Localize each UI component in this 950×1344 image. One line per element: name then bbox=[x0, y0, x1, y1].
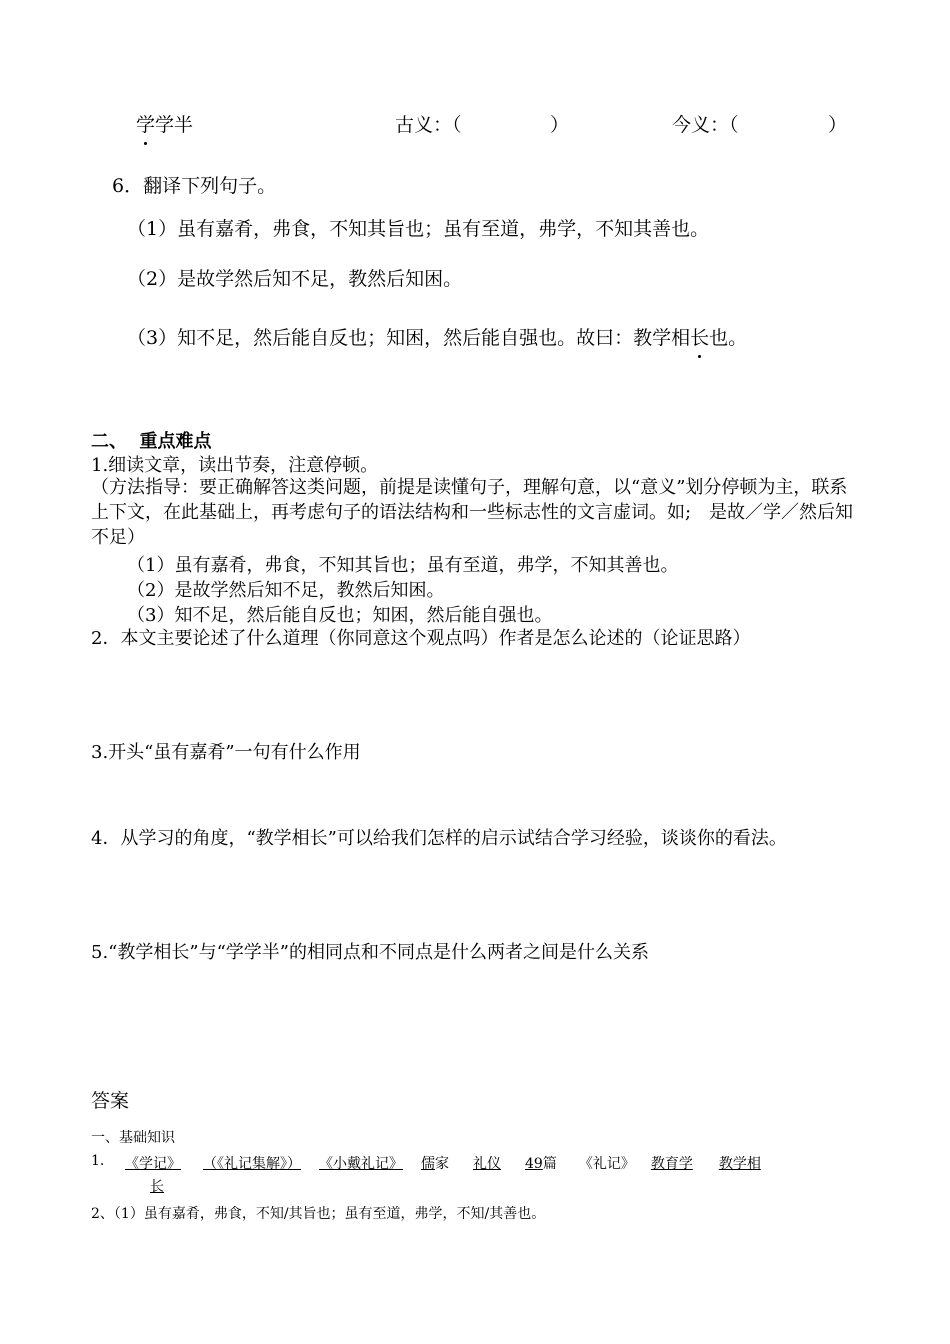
answer-item: 礼仪 bbox=[473, 1156, 501, 1172]
q6-s3-text: （3）知不足，然后能自反也；知困，然后能自强也。故曰：教学相 bbox=[127, 327, 691, 349]
q6-sentence-2: （2）是故学然后知不足，教然后知困。 bbox=[127, 268, 463, 290]
answer-item: 《学记》 bbox=[125, 1156, 181, 1172]
answer-1-line bbox=[125, 1153, 761, 1173]
answer-item: 教学相 bbox=[718, 1156, 761, 1172]
q6-sentence-3 bbox=[127, 323, 747, 350]
q3: 3.开头“虽有嘉肴”一句有什么作用 bbox=[91, 742, 361, 763]
q1-title: 1.细读文章，读出节奏，注意停顿。 bbox=[91, 455, 379, 476]
emphasis-dot-char: 长 bbox=[690, 323, 709, 350]
answers-heading: 答案 bbox=[91, 1090, 130, 1112]
q4: 4．从学习的角度，“教学相长”可以给我们怎样的启示试结合学习经验，谈谈你的看法。 bbox=[91, 828, 787, 849]
answer-item: 家 bbox=[435, 1156, 449, 1172]
q2: 2．本文主要论述了什么道理（你同意这个观点吗）作者是怎么论述的（论证思路） bbox=[91, 628, 751, 649]
q1-sentence-3: （3）知不足，然后能自反也；知困，然后能自强也。 bbox=[127, 605, 553, 626]
answer-item: 教育学 bbox=[650, 1156, 693, 1172]
answer-item: 篇 bbox=[542, 1156, 557, 1172]
emphasis-dot-char: 学 bbox=[136, 110, 155, 137]
ancient-meaning-label: 古义：（ bbox=[395, 114, 462, 136]
answer-item: 49 bbox=[525, 1156, 543, 1172]
answers-subheading: 一、基础知识 bbox=[91, 1130, 175, 1146]
q1-guide: （方法指导：要正确解答这类问题，前提是读懂句子，理解句意，以“意义”划分停顿为主，联系上下文，在此基础上，再考虑句子的语法结构和一些标志性的文言虚词。如; 是故／学／然后知不足） bbox=[91, 477, 854, 548]
vocab-word bbox=[136, 110, 193, 137]
q5: 5.“教学相长”与“学学半”的相同点和不同点是什么两者之间是什么关系 bbox=[91, 942, 649, 963]
q6-sentence-1: （1）虽有嘉肴，弗食，不知其旨也；虽有至道，弗学，不知其善也。 bbox=[127, 218, 710, 240]
q6-title: 6．翻译下列句子。 bbox=[112, 175, 277, 197]
ancient-meaning-close: ） bbox=[550, 114, 570, 136]
answer-1-continuation: 长 bbox=[150, 1179, 164, 1195]
answer-1-number: 1. bbox=[91, 1153, 105, 1169]
answer-2: 2、（1）虽有嘉肴，弗食，不知/其旨也；虽有至道，弗学，不知/其善也。 bbox=[91, 1206, 546, 1222]
q1-sentence-1: （1）虽有嘉肴，弗食，不知其旨也；虽有至道，弗学，不知其善也。 bbox=[127, 555, 679, 576]
q6-s3-end: 也。 bbox=[709, 327, 748, 349]
modern-meaning-close: ） bbox=[828, 114, 848, 136]
q1-sentence-2: （2）是故学然后知不足，教然后知困。 bbox=[127, 580, 445, 601]
vocab-word-rest: 学半 bbox=[155, 114, 194, 136]
section-heading: 二、 重点难点 bbox=[91, 431, 212, 452]
answer-item: 《礼记》 bbox=[578, 1156, 635, 1172]
answer-item: （《礼记集解》） bbox=[203, 1156, 301, 1172]
modern-meaning-label: 今义：（ bbox=[672, 114, 739, 136]
answer-item: 儒 bbox=[421, 1156, 435, 1172]
answer-item: 《小戴礼记》 bbox=[319, 1156, 403, 1172]
